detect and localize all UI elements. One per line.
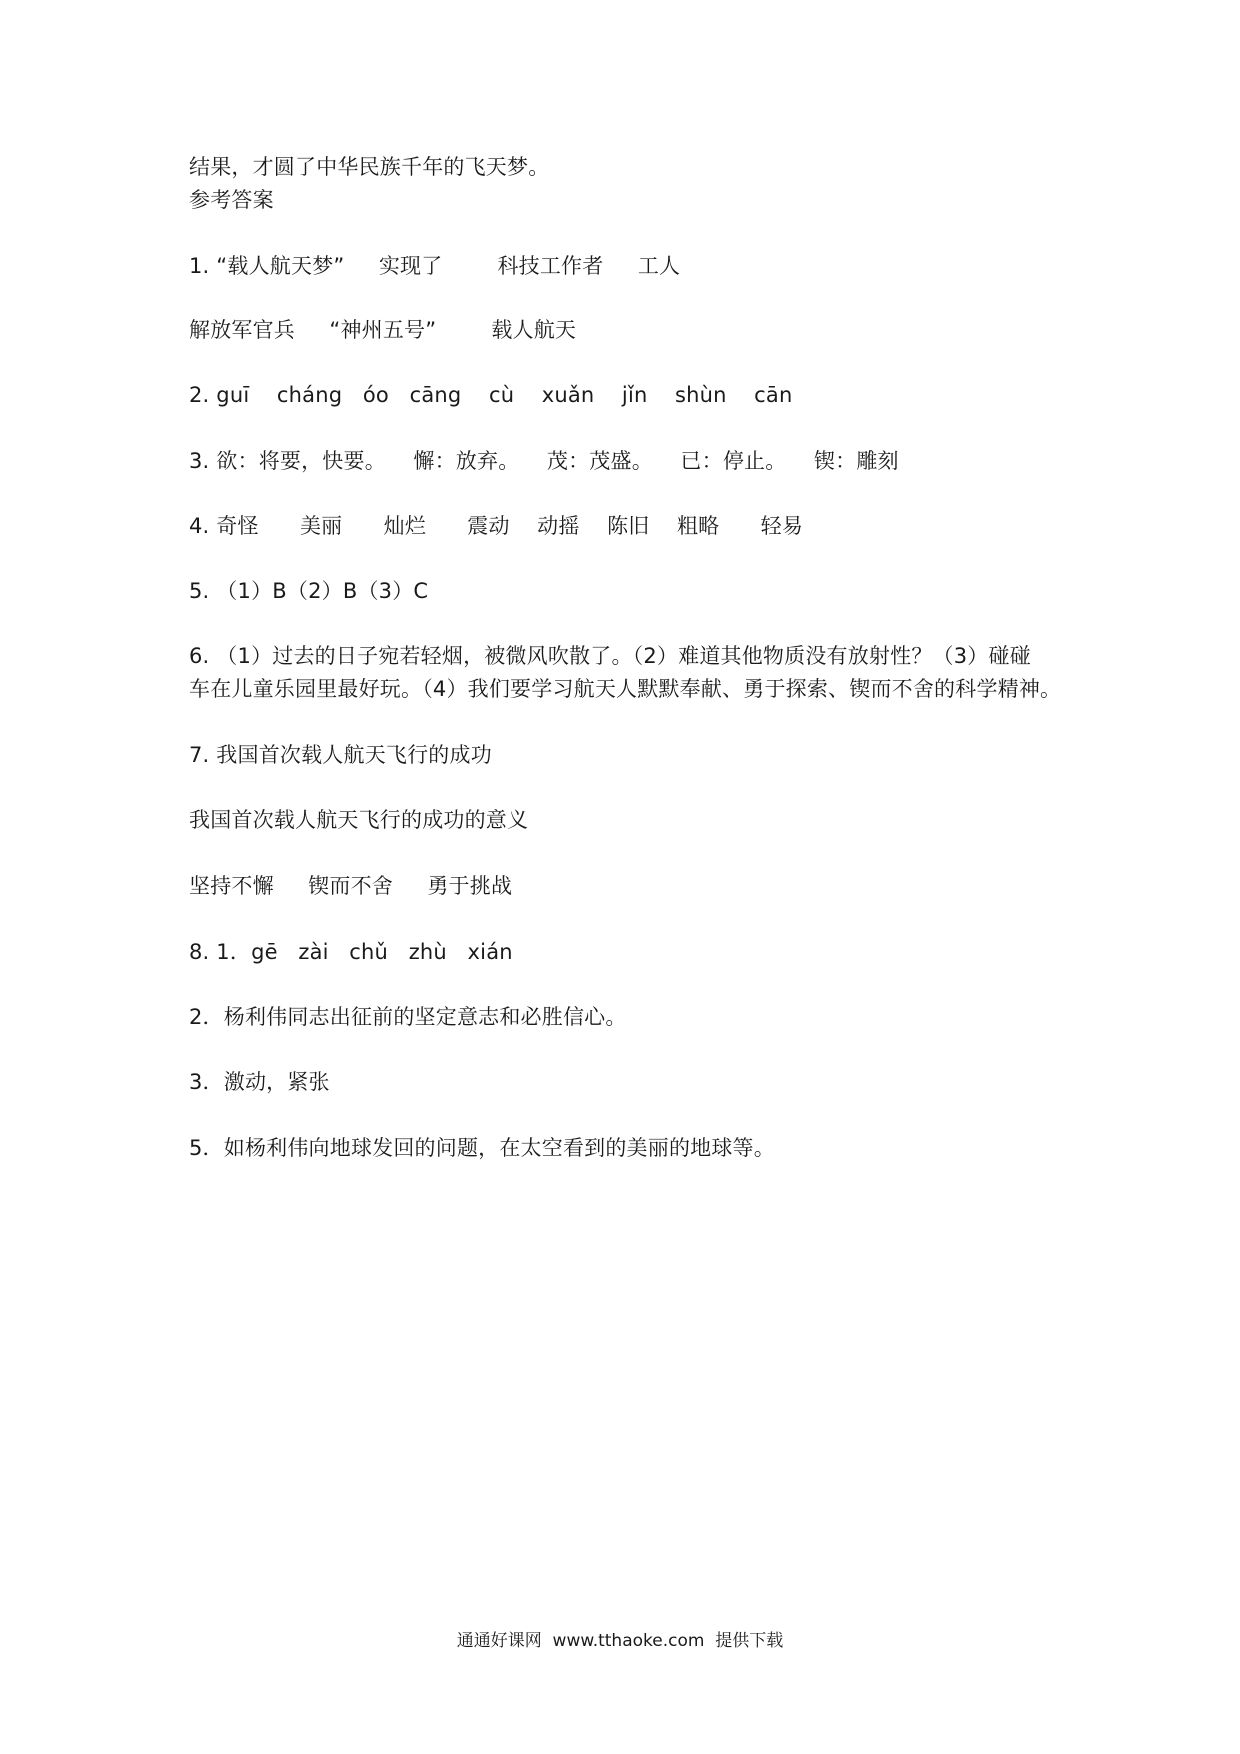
answer-1-line-1: 1. “载人航天梦” 实现了 科技工作者 工人 [189, 254, 681, 278]
answer-8-5: 5．如杨利伟向地球发回的问题，在太空看到的美丽的地球等。 [189, 1136, 775, 1160]
page-footer: 通通好课网 www.tthaoke.com 提供下载 [456, 1631, 784, 1651]
text-line: 结果，才圆了中华民族千年的飞天梦。 [189, 155, 550, 179]
answer-6-line-1: 6. （1）过去的日子宛若轻烟，被微风吹散了。（2）难道其他物质没有放射性？（3）碰碰 [189, 644, 1031, 668]
answer-7-line-2: 我国首次载人航天飞行的成功的意义 [189, 808, 529, 832]
answer-1-line-2: 解放军官兵 “神州五号” 载人航天 [189, 318, 577, 342]
section-heading-answers: 参考答案 [189, 188, 274, 212]
answer-5: 5. （1）B（2）B（3）C [189, 579, 429, 603]
answer-8-2: 2．杨利伟同志出征前的坚定意志和必胜信心。 [189, 1005, 627, 1029]
answer-4: 4. 奇怪 美丽 灿烂 震动 动摇 陈旧 粗略 轻易 [189, 514, 804, 538]
answer-6-line-2: 车在儿童乐园里最好玩。（4）我们要学习航天人默默奉献、勇于探索、锲而不舍的科学精神。 [189, 677, 1062, 701]
answer-7-line-3: 坚持不懈 锲而不舍 勇于挑战 [189, 874, 513, 898]
answer-8-1: 8. 1．gē zài chǔ zhù xián [189, 940, 513, 964]
answer-2: 2. guī cháng óo cāng cù xuǎn jǐn shùn cān [189, 383, 793, 407]
answer-3: 3. 欲：将要，快要。 懈：放弃。 茂：茂盛。 已：停止。 锲：雕刻 [189, 449, 899, 473]
answer-8-3: 3．激动，紧张 [189, 1070, 330, 1094]
answer-7-line-1: 7. 我国首次载人航天飞行的成功 [189, 743, 492, 767]
